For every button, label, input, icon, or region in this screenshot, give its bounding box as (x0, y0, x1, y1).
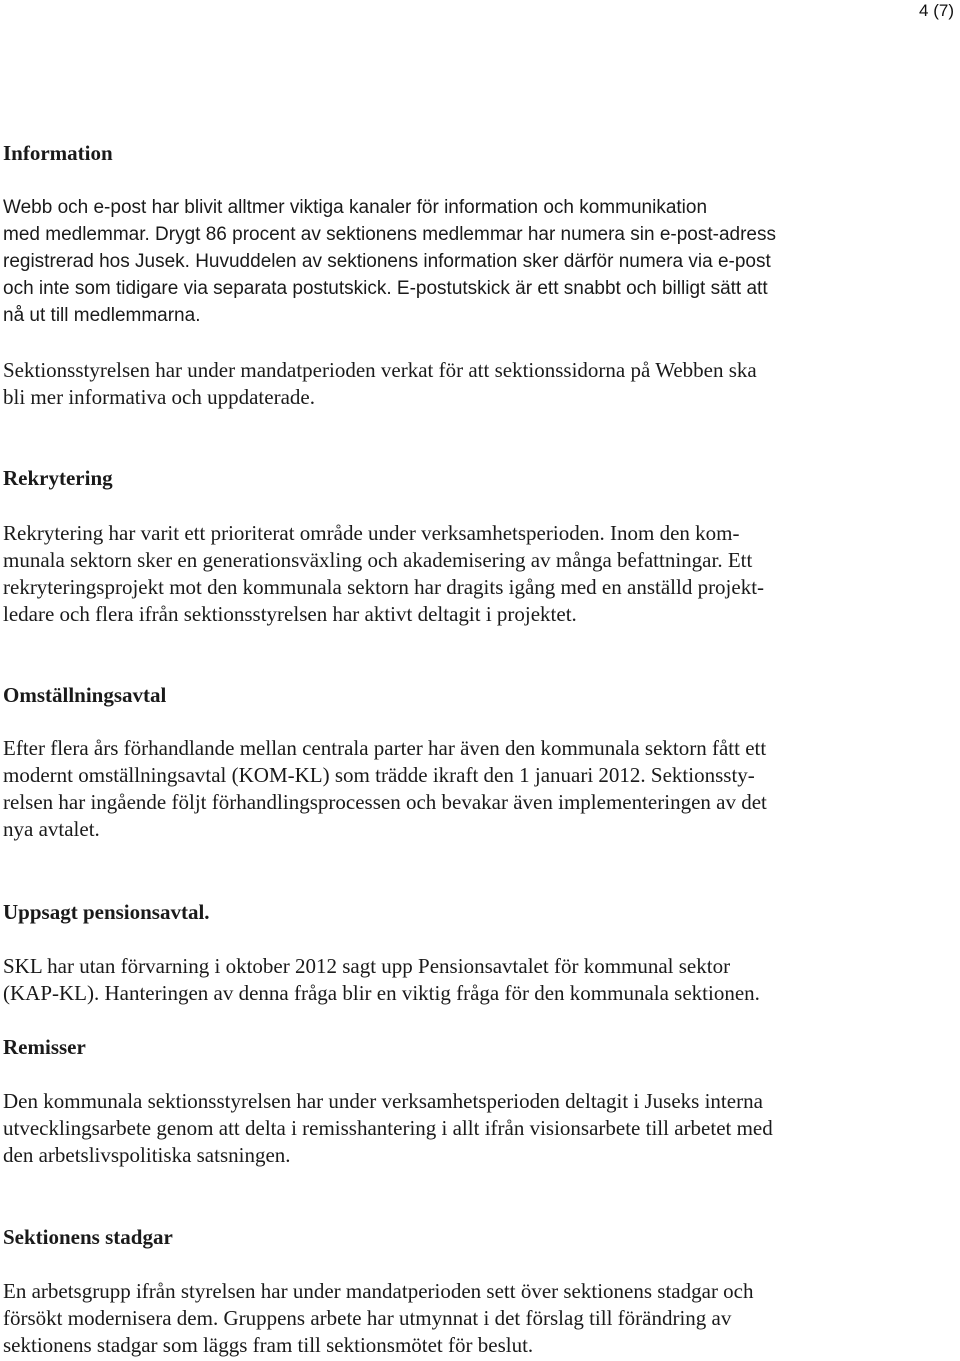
text-line: rekryteringsprojekt mot den kommunala sektorn har dragits igång med en anställd projekt- (3, 575, 765, 599)
text-line: (KAP-KL). Hanteringen av denna fråga blir en viktig fråga för den kommunala sektionen. (3, 981, 760, 1005)
text-line: ledare och flera ifrån sektionsstyrelsen har aktivt deltagit i projektet. (3, 602, 577, 626)
text-line: SKL har utan förvarning i oktober 2012 sagt upp Pensionsavtalet för kommunal sektor (3, 954, 731, 978)
text-line: registrerad hos Jusek. Huvuddelen av sektionens information sker därför numera via e-post (3, 251, 771, 272)
heading-rekrytering: Rekrytering (3, 466, 113, 490)
text-line: Den kommunala sektionsstyrelsen har under verksamhetsperioden deltagit i Juseks interna (3, 1089, 763, 1113)
paragraph-remisser (3, 1088, 903, 1169)
text-line: Sektionsstyrelsen har under mandatperioden verkat för att sektionssidorna på Webben ska (3, 358, 757, 382)
text-line: utvecklingsarbete genom att delta i remisshantering i allt ifrån visionsarbete till arbetet med (3, 1116, 773, 1140)
text-line: med medlemmar. Drygt 86 procent av sektionens medlemmar har numera sin e-post-adress (3, 224, 776, 245)
heading-pensionsavtal: Uppsagt pensionsavtal. (3, 900, 210, 924)
text-line: försökt modernisera dem. Gruppens arbete har utmynnat i det förslag till förändring av (3, 1306, 732, 1330)
text-line: bli mer informativa och uppdaterade. (3, 385, 315, 409)
text-line: modernt omställningsavtal (KOM-KL) som trädde ikraft den 1 januari 2012. Sektionssty- (3, 763, 755, 787)
text-line: Webb och e-post har blivit alltmer viktiga kanaler för information och kommunikation (3, 197, 708, 218)
text-line: relsen har ingående följt förhandlingsprocessen och bevakar även implementeringen av det (3, 790, 767, 814)
paragraph-rekrytering (3, 520, 903, 628)
paragraph-omstallningsavtal (3, 735, 903, 843)
paragraph-information-1 (3, 194, 903, 329)
text-line: den arbetslivspolitiska satsningen. (3, 1143, 291, 1167)
text-line: nya avtalet. (3, 817, 100, 841)
heading-stadgar: Sektionens stadgar (3, 1225, 173, 1249)
text-line: munala sektorn sker en generationsväxling och akademisering av många befattningar. Ett (3, 548, 753, 572)
heading-remisser: Remisser (3, 1035, 86, 1059)
page-number: 4 (7) (919, 1, 954, 20)
text-line: sektionens stadgar som läggs fram till sektionsmötet för beslut. (3, 1333, 534, 1357)
paragraph-stadgar (3, 1278, 903, 1359)
text-line: En arbetsgrupp ifrån styrelsen har under mandatperioden sett över sektionens stadgar och (3, 1279, 754, 1303)
text-line: nå ut till medlemmarna. (3, 305, 201, 326)
paragraph-pensionsavtal (3, 953, 903, 1007)
text-line: och inte som tidigare via separata postutskick. E-postutskick är ett snabbt och billigt sätt att (3, 278, 768, 299)
heading-information: Information (3, 141, 113, 165)
text-line: Rekrytering har varit ett prioriterat område under verksamhetsperioden. Inom den kom- (3, 521, 740, 545)
paragraph-information-2 (3, 357, 903, 411)
text-line: Efter flera års förhandlande mellan centrala parter har även den kommunala sektorn fått ett (3, 736, 767, 760)
heading-omstallningsavtal: Omställningsavtal (3, 683, 167, 707)
